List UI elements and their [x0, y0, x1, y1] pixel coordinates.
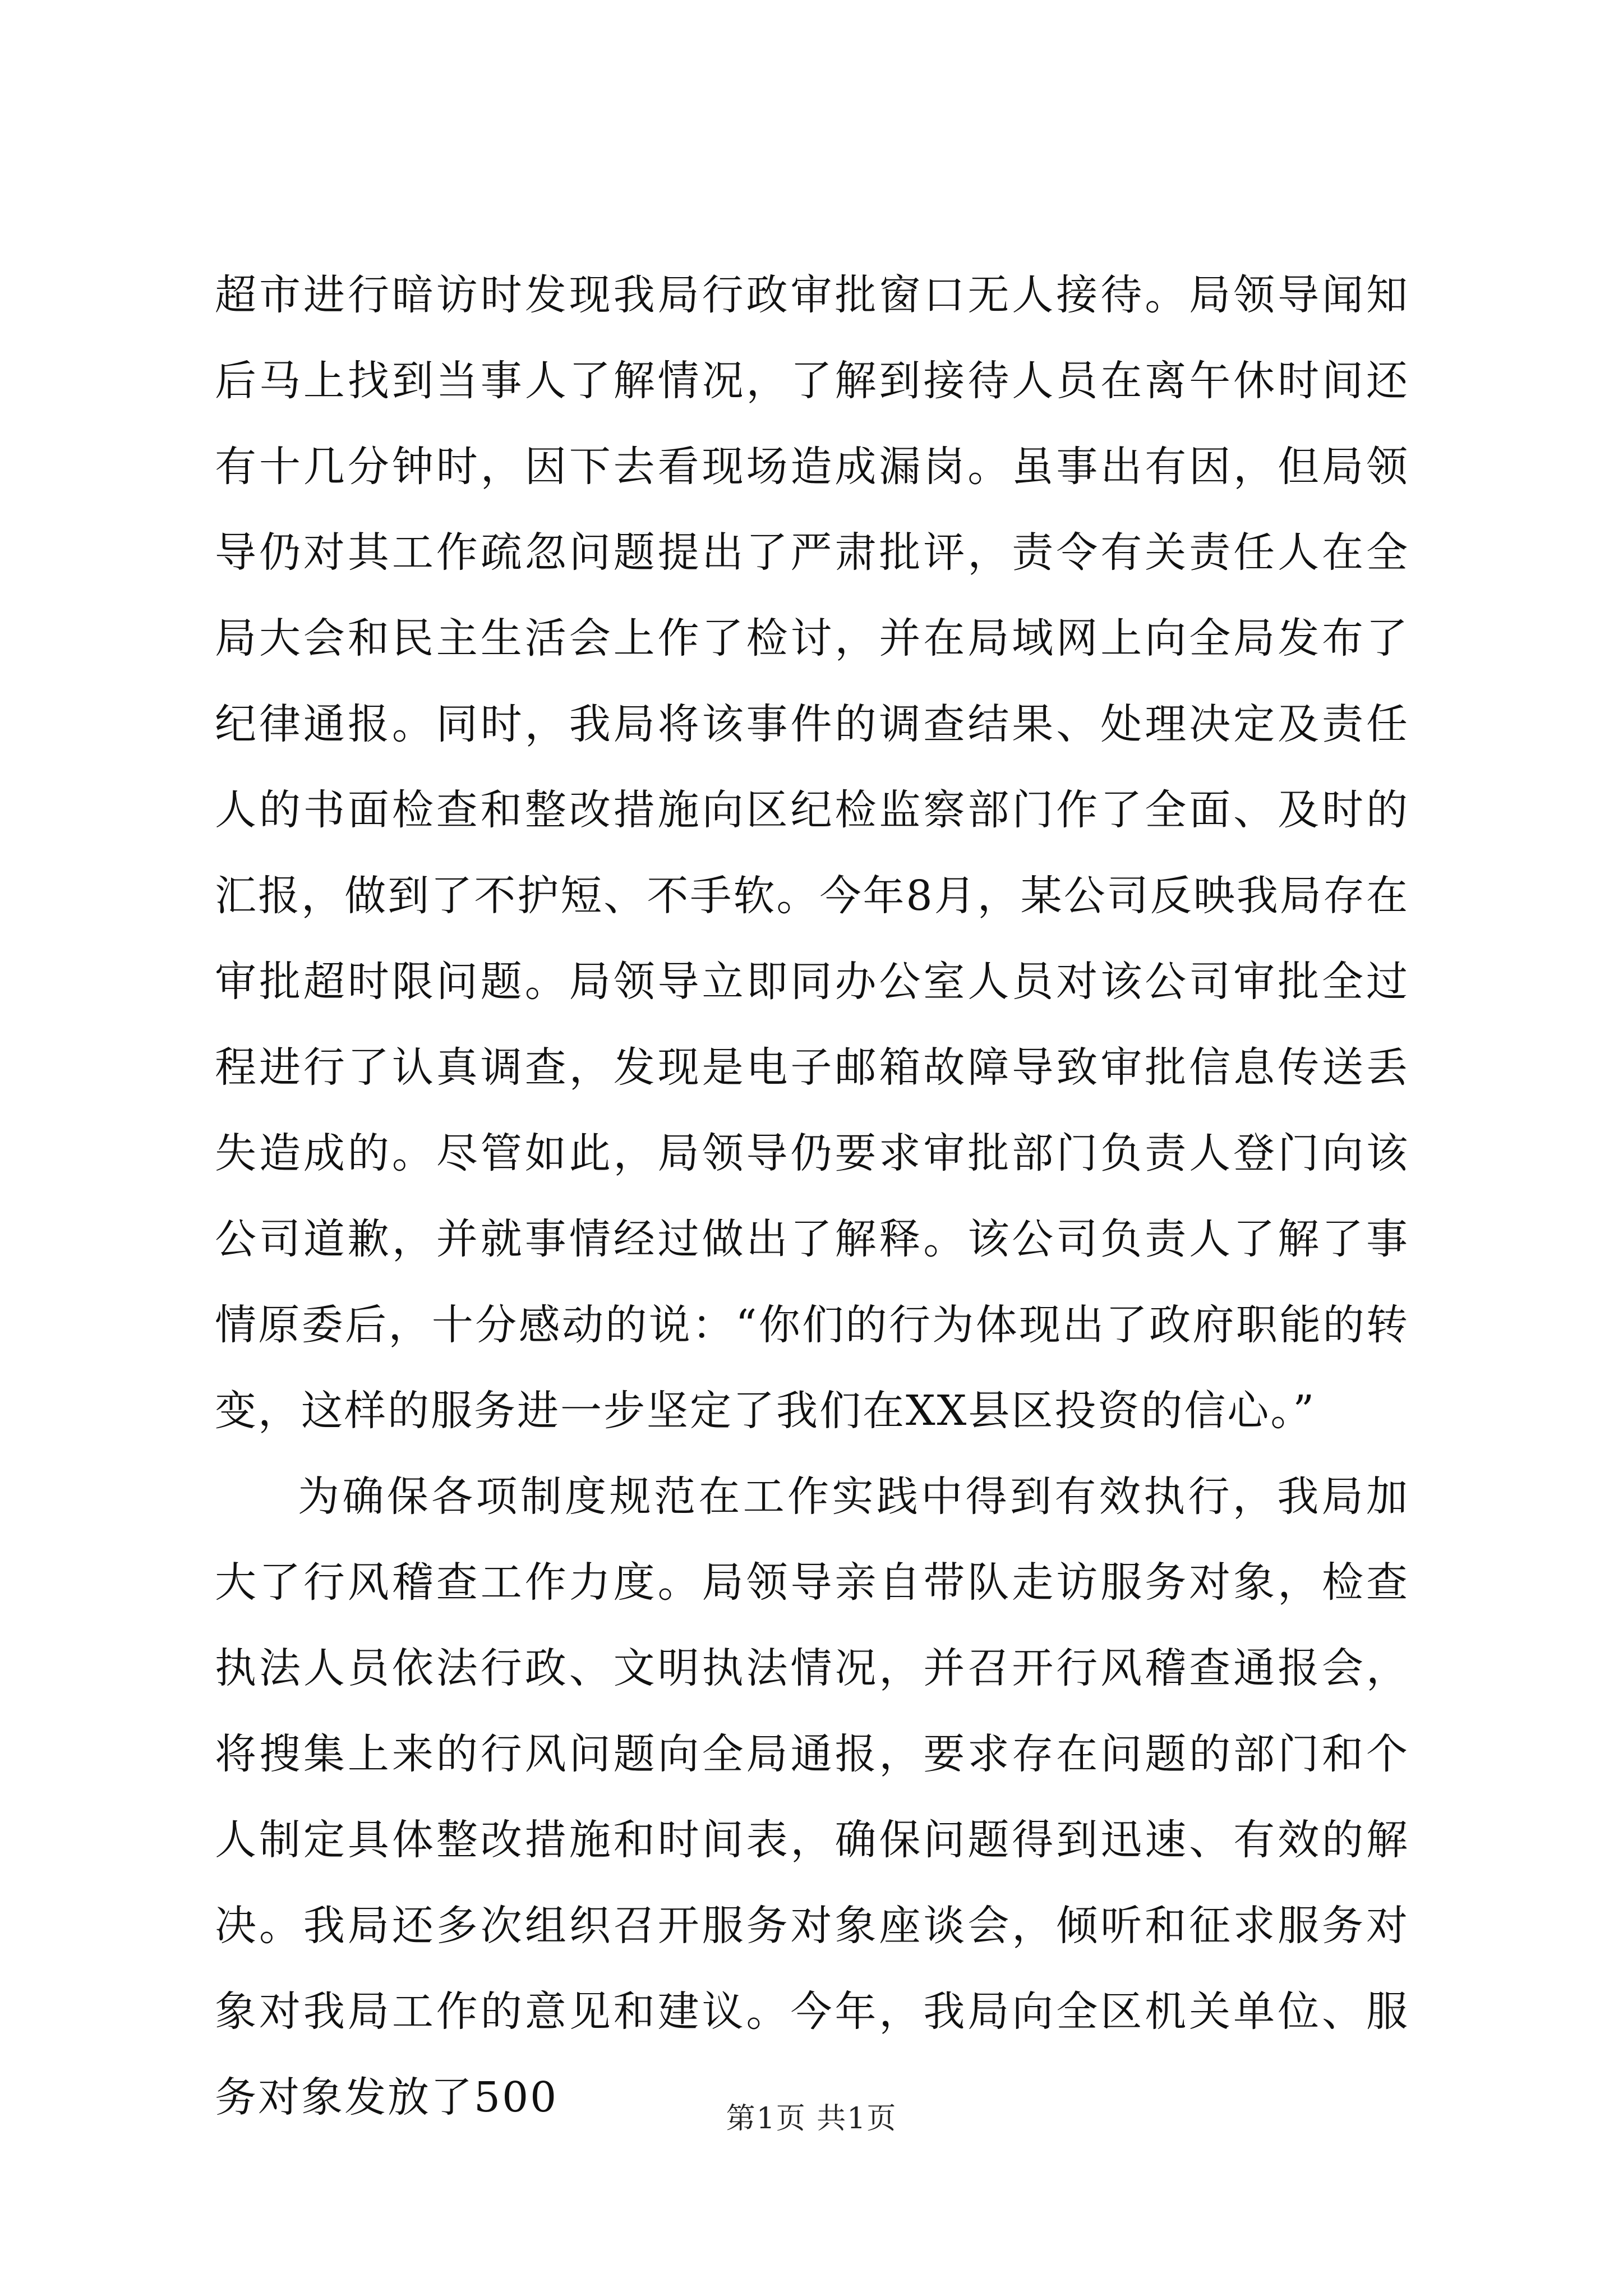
paragraph-1: 超市进行暗访时发现我局行政审批窗口无人接待。局领导闻知后马上找到当事人了解情况，了解到接待人员在离午休时间还有十几分钟时，因下去看现场造成漏岗。虽事出有因，但局领导仍对其工作疏忽问题提出了严肃批评，责令有关责任人在全局大会和民主生活会上作了检讨，并在局域网上向全局发布了纪律通报。同时，我局将该事件的调查结果、处理决定及责任人的书面检查和整改措施向区纪检监察部门作了全面、及时的汇报，做到了不护短、不手软。今年8月，某公司反映我局存在审批超时限问题。局领导立即同办公室人员对该公司审批全过程进行了认真调查，发现是电子邮箱故障导致审批信息传送丢失造成的。尽管如此，局领导仍要求审批部门负责人登门向该公司道歉，并就事情经过做出了解释。该公司负责人了解了事情原委后，十分感动的说：“你们的行为体现出了政府职能的转变，这样的服务进一步坚定了我们在XX县区投资的信心。” — [215, 271, 1409, 1435]
paragraph-2: 为确保各项制度规范在工作实践中得到有效执行，我局加大了行风稽查工作力度。局领导亲自带队走访服务对象，检查执法人员依法行政、文明执法情况，并召开行风稽查通报会，将搜集上来的行风问题向全局通报，要求存在问题的部门和个人制定具体整改措施和时间表，确保问题得到迅速、有效的解决。我局还多次组织召开服务对象座谈会，倾听和征求服务对象对我局工作的意见和建议。今年，我局向全区机关单位、服务对象发放了500 — [215, 1473, 1409, 2122]
document-body — [215, 252, 1409, 2141]
page-footer: 第1页 共1页 — [726, 2102, 897, 2136]
